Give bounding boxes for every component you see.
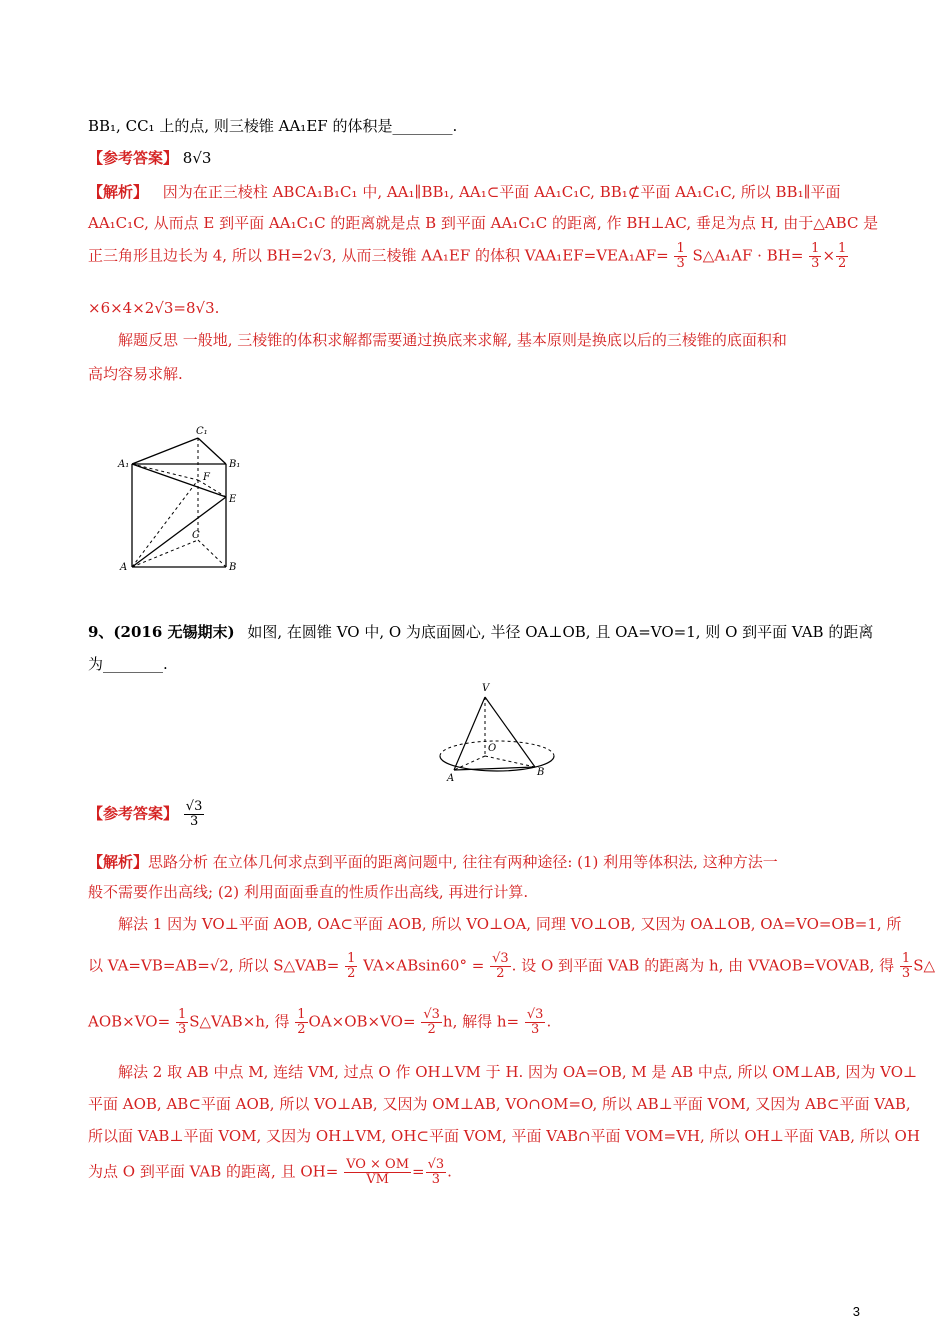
fraction: $\frac{1}{3}$: [177, 1007, 187, 1037]
q8-reflection-line2: 高均容易求解.: [88, 365, 183, 383]
q8-analysis-line1: [88, 182, 841, 202]
q8-analysis-line2: AA₁C₁C, 从而点 E 到平面 AA₁C₁C 的距离就是点 B 到平面 AA₁C₁C 的距离, 作 BH⊥AC, 垂足为点 H, 由于△ABC 是: [88, 214, 879, 232]
q8-analysis-line4: ×6×4×2√3=8√3.: [88, 299, 220, 317]
analysis-text: 正三角形且边长为 4, 所以 BH=2√3, 从而三棱锥 AA₁EF 的体积 VAA₁EF=VEA₁AF=: [88, 246, 669, 265]
q8-answer: [88, 148, 211, 168]
method1-text: S△VAB×h, 得: [189, 1012, 290, 1031]
q9-method2-line1: 解法 2 取 AB 中点 M, 连结 VM, 过点 O 作 OH⊥VM 于 H. 因为 OA=OB, M 是 AB 中点, 所以 OM⊥AB, 因为 VO⊥: [118, 1063, 918, 1081]
q9-stem-line2: 为________.: [88, 655, 168, 673]
label-b: B: [537, 767, 545, 778]
method2-text: 为点 O 到平面 VAB 的距离, 且 OH=: [88, 1162, 339, 1181]
q9-analysis-line1: [88, 852, 778, 872]
label-b1: B₁: [229, 459, 241, 470]
fraction: $\frac{1}{3}$: [901, 951, 911, 981]
q9-method2-line3: 所以面 VAB⊥平面 VOM, 又因为 OH⊥VM, OH⊂平面 VOM, 平面 VAB∩平面 VOM=VH, 所以 OH⊥平面 VAB, 所以 OH: [88, 1127, 920, 1145]
analysis-text: 因为在正三棱柱 ABCA₁B₁C₁ 中, AA₁∥BB₁, AA₁⊂平面 AA₁C₁C, BB₁⊄平面 AA₁C₁C, 所以 BB₁∥平面: [162, 183, 841, 201]
method1-text: VA×ABsin60° =: [363, 956, 485, 975]
question-number: 9、(2016 无锡期末): [88, 623, 235, 641]
answer-label: 【参考答案】: [88, 804, 179, 823]
analysis-label: 【解析】: [88, 853, 149, 871]
q9-method1-line1: 解法 1 因为 VO⊥平面 AOB, OA⊂平面 AOB, 所以 VO⊥OA, 同理 VO⊥OB, 又因为 OA⊥OB, OA=VO=OB=1, 所: [118, 915, 902, 933]
fraction: $\frac{1}{3}$: [811, 241, 820, 271]
label-f: F: [203, 472, 210, 483]
fraction: $\frac{√3}{3}$: [526, 1007, 544, 1037]
fraction: $\frac{1}{2}$: [297, 1007, 306, 1037]
q8-reflection-line1: 解题反思 一般地, 三棱锥的体积求解都需要通过换底来求解, 基本原则是换底以后的三棱锥的底面积和: [118, 331, 787, 349]
q9-method2-line4: [88, 1158, 452, 1187]
q9-analysis-line2: 般不需要作出高线; (2) 利用面面垂直的性质作出高线, 再进行计算.: [88, 883, 529, 901]
q9-stem-line1: [88, 622, 873, 642]
method1-text: h, 解得 h=: [442, 1012, 520, 1031]
fraction: $\frac{√3}{2}$: [423, 1007, 440, 1037]
fraction: $\frac{1}{2}$: [838, 241, 847, 271]
label-c1: C₁: [196, 426, 208, 437]
label-b: B: [229, 562, 237, 573]
analysis-text: S△A₁AF · BH=: [692, 246, 804, 265]
label-a: A: [120, 562, 128, 573]
analysis-label: 【解析】: [88, 183, 149, 201]
label-a1: A₁: [118, 459, 130, 470]
page-number: 3: [852, 1304, 860, 1319]
q9-answer: [88, 800, 205, 829]
label-a: A: [447, 773, 455, 784]
label-e: E: [229, 494, 237, 505]
answer-label: 【参考答案】: [88, 149, 179, 167]
question-text: 如图, 在圆锥 VO 中, O 为底面圆心, 半径 OA⊥OB, 且 OA=VO=1, 则 O 到平面 VAB 的距离: [247, 623, 874, 641]
method1-text: S△: [913, 956, 936, 975]
answer-value: 8√3: [182, 149, 212, 167]
fraction: $\frac{√3}{3}$: [427, 1157, 445, 1187]
q8-stem-tail: BB₁, CC₁ 上的点, 则三棱锥 AA₁EF 的体积是________.: [88, 117, 458, 135]
method1-text: AOB×VO=: [88, 1012, 171, 1031]
method1-text: OA×OB×VO=: [308, 1012, 416, 1031]
method2-text: =: [412, 1162, 425, 1181]
q9-method2-line2: 平面 AOB, AB⊂平面 AOB, 所以 VO⊥AB, 又因为 OM⊥AB, VO∩OM=O, 所以 AB⊥平面 VOM, 又因为 AB⊂平面 VAB,: [88, 1095, 911, 1113]
fraction: $\frac{1}{2}$: [347, 951, 356, 981]
label-v: V: [482, 683, 490, 694]
method2-text: .: [447, 1162, 452, 1181]
q9-method1-line3: AOB×VO= $\frac{1}{3}$ S△VAB×h, 得 $\frac{1}{2}$ OA×OB×VO= $\frac{√3}{2}$ h, 解得 h= $\frac{√3}{3}$ .: [88, 1007, 552, 1037]
fraction: $\frac{VO \times OM}{VM}$: [346, 1157, 410, 1187]
q9-method1-line2: [88, 952, 935, 981]
analysis-text: 思路分析 在立体几何求点到平面的距离问题中, 往往有两种途径: (1) 利用等体积法, 这种方法一: [148, 853, 778, 871]
fraction: $\frac{√3}{2}$: [492, 951, 509, 981]
answer-fraction: $\frac{√3}{3}$: [185, 799, 203, 829]
method1-text: . 设 O 到平面 VAB 的距离为 h, 由 VVAOB=VOVAB, 得: [511, 956, 895, 975]
label-c: C: [192, 530, 200, 541]
label-o: O: [488, 743, 497, 754]
method1-text: 以 VA=VB=AB=√2, 所以 S△VAB=: [88, 956, 340, 975]
q8-analysis-line3: 正三角形且边长为 4, 所以 BH=2√3, 从而三棱锥 AA₁EF 的体积 VAA₁EF=VEA₁AF= $\frac{1}{3}$ S△A₁AF · BH= $\frac{1}{3}$ × $\frac{1}{2}$: [88, 241, 847, 271]
fraction: $\frac{1}{3}$: [676, 241, 685, 271]
prism-figure: [112, 420, 252, 580]
cone-figure: [430, 680, 560, 785]
